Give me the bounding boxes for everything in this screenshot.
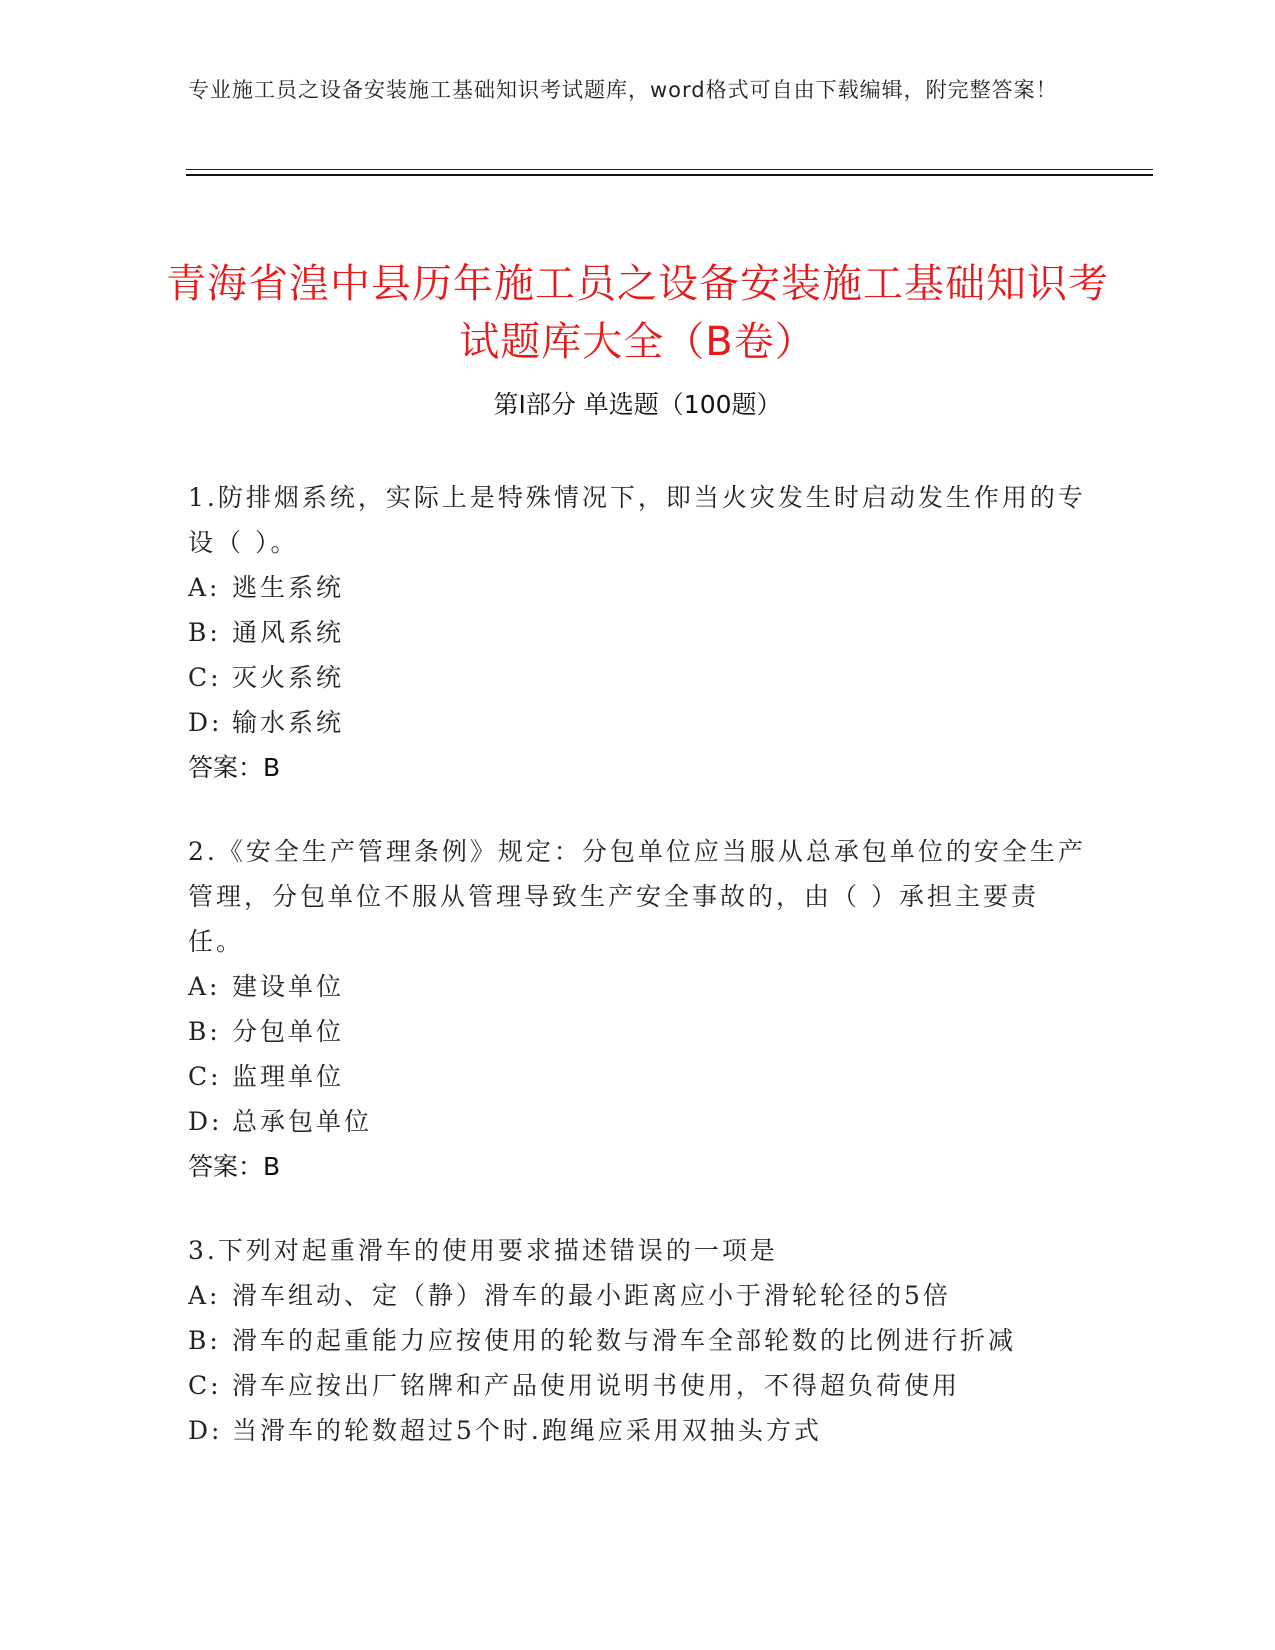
- header-divider-thick: [186, 174, 1153, 176]
- option-letter: C:: [188, 1371, 222, 1400]
- question-stem: 2.《安全生产管理条例》规定：分包单位应当服从总承包单位的安全生产管理，分包单位不服从管理导致生产安全事故的，由（ ）承担主要责任。: [188, 837, 1086, 956]
- answer-line: 答案：B: [188, 753, 281, 782]
- option-text: 逃生系统: [232, 573, 345, 602]
- option-letter: A:: [188, 972, 221, 1001]
- option-b: [188, 1318, 1088, 1363]
- option-b: [188, 610, 1088, 655]
- option-text: 滑车应按出厂铭牌和产品使用说明书使用，不得超负荷使用: [232, 1371, 961, 1400]
- option-text: 滑车的起重能力应按使用的轮数与滑车全部轮数的比例进行折减: [232, 1326, 1017, 1355]
- question-2: [188, 829, 1088, 1189]
- option-text: 滑车组动、定（静）滑车的最小距离应小于滑轮轮径的5倍: [232, 1281, 951, 1310]
- option-text: 建设单位: [232, 972, 345, 1001]
- option-c: [188, 1054, 1088, 1099]
- option-a: [188, 565, 1088, 610]
- document-title: 青海省湟中县历年施工员之设备安装施工基础知识考试题库大全（B卷）: [166, 260, 1109, 365]
- option-letter: B:: [188, 618, 221, 647]
- option-text: 输水系统: [232, 708, 345, 737]
- option-b: [188, 1009, 1088, 1054]
- option-letter: B:: [188, 1017, 221, 1046]
- header-note: 专业施工员之设备安装施工基础知识考试题库，word格式可自由下载编辑，附完整答案！: [188, 78, 1058, 102]
- option-text: 灭火系统: [232, 663, 345, 692]
- option-d: [188, 1408, 1088, 1453]
- question-stem: 3.下列对起重滑车的使用要求描述错误的一项是: [188, 1236, 778, 1265]
- header-divider-thin: [186, 169, 1153, 170]
- option-c: [188, 1363, 1088, 1408]
- option-letter: A:: [188, 573, 221, 602]
- answer-line: 答案：B: [188, 1152, 281, 1181]
- option-text: 当滑车的轮数超过5个时.跑绳应采用双抽头方式: [232, 1416, 822, 1445]
- option-letter: D:: [188, 1107, 223, 1136]
- option-a: [188, 1273, 1088, 1318]
- option-d: [188, 700, 1088, 745]
- option-letter: A:: [188, 1281, 221, 1310]
- question-list: [188, 475, 1088, 1492]
- option-text: 监理单位: [232, 1062, 345, 1091]
- option-letter: C:: [188, 663, 222, 692]
- option-letter: C:: [188, 1062, 222, 1091]
- option-d: [188, 1099, 1088, 1144]
- option-letter: B:: [188, 1326, 221, 1355]
- question-stem: 1.防排烟系统，实际上是特殊情况下，即当火灾发生时启动发生作用的专设（ ）。: [188, 483, 1086, 557]
- option-text: 分包单位: [232, 1017, 345, 1046]
- option-letter: D:: [188, 1416, 223, 1445]
- option-text: 总承包单位: [232, 1107, 373, 1136]
- option-text: 通风系统: [232, 618, 345, 647]
- section-title: 第I部分 单选题（100题）: [493, 390, 782, 419]
- question-3: [188, 1228, 1088, 1453]
- question-1: [188, 475, 1088, 790]
- option-letter: D:: [188, 708, 223, 737]
- option-a: [188, 964, 1088, 1009]
- option-c: [188, 655, 1088, 700]
